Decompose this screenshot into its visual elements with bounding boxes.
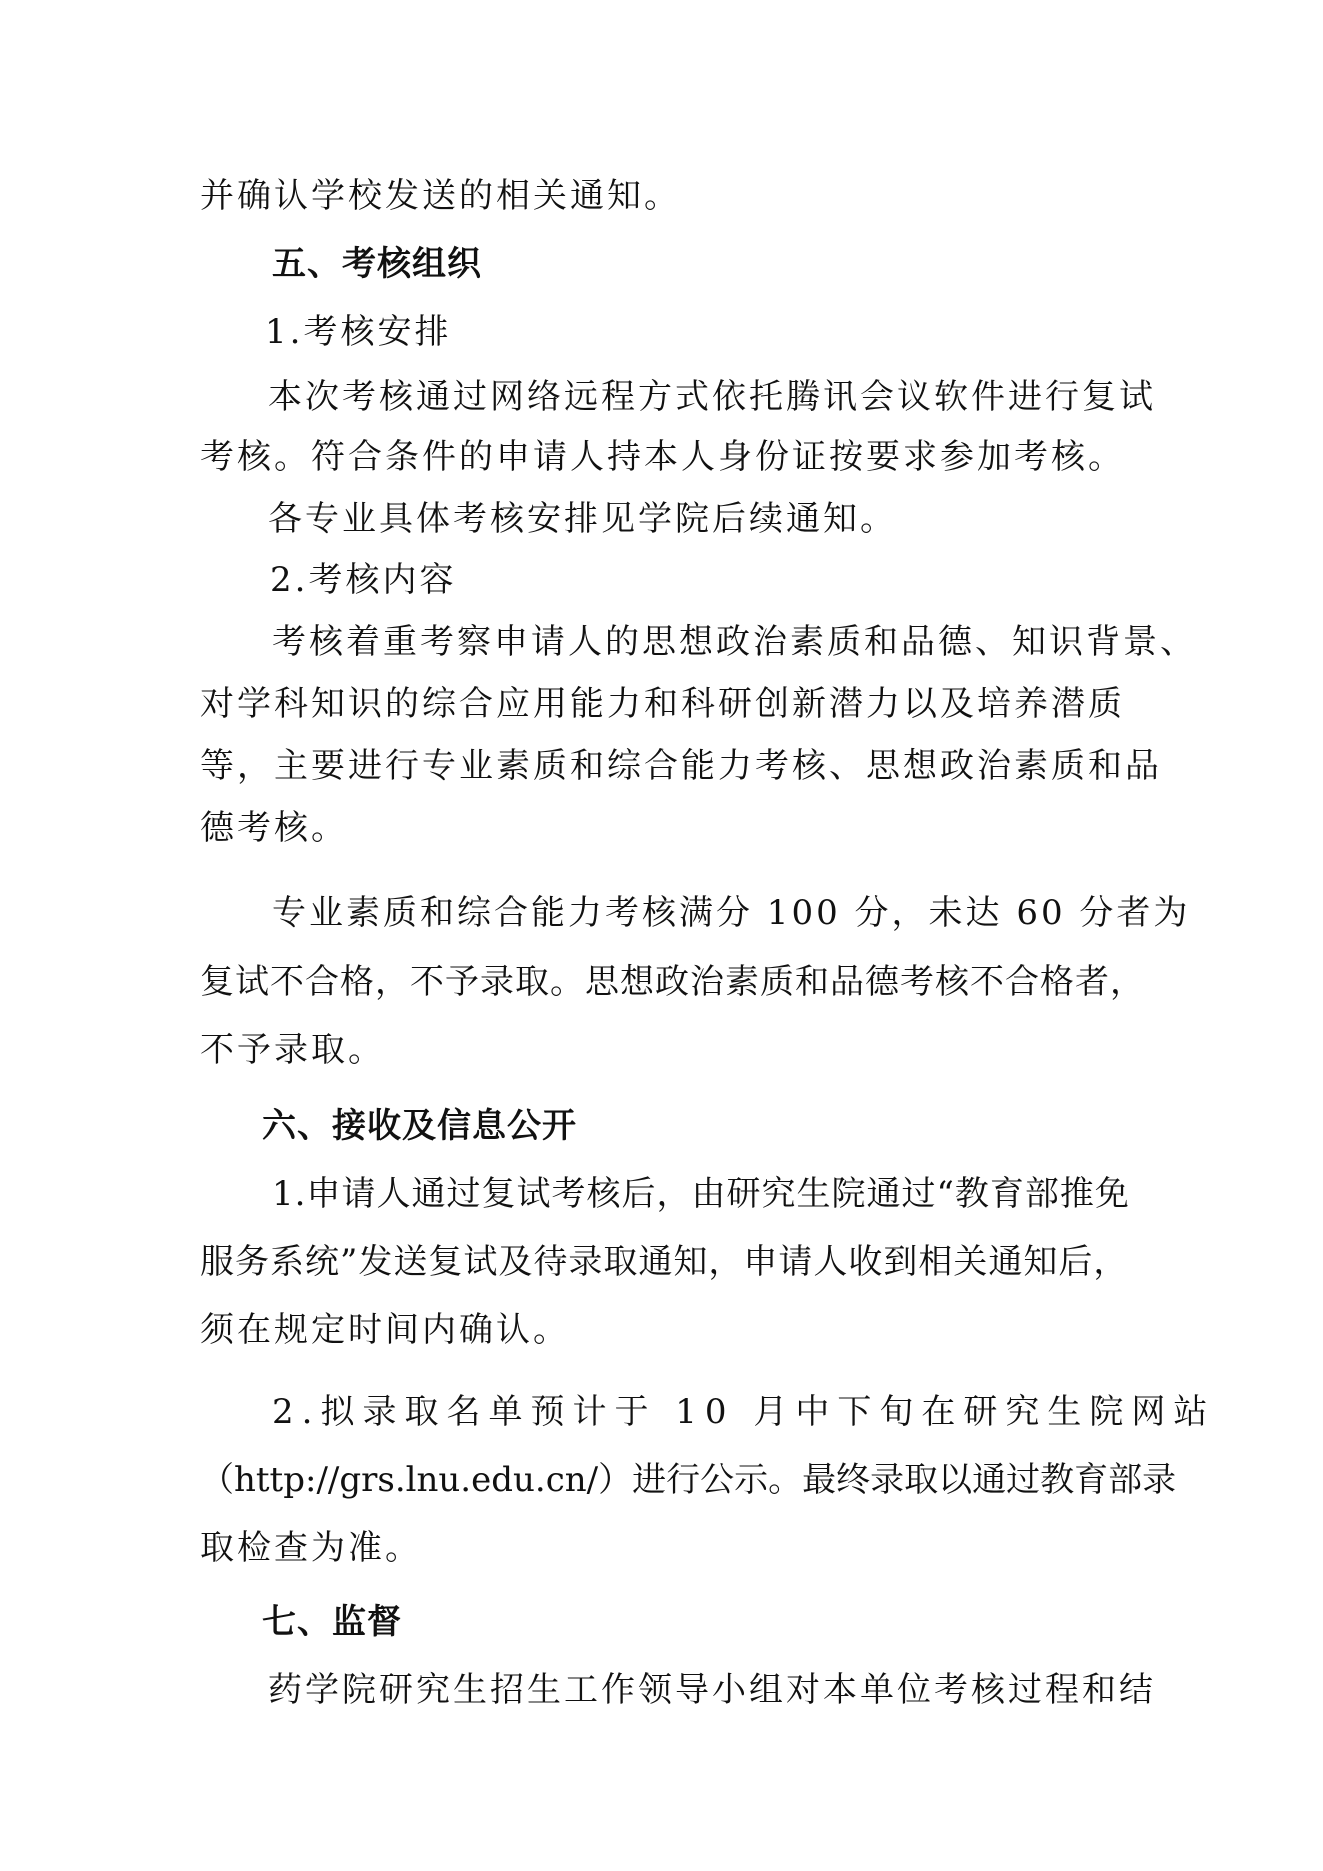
paragraph-line: 2.拟录取名单预计于 10 月中下旬在研究生院网站 [272, 1392, 1216, 1432]
paragraph-line: 并确认学校发送的相关通知。 [200, 176, 681, 216]
paragraph-line: 等，主要进行专业素质和综合能力考核、思想政治素质和品 [200, 746, 1162, 786]
paragraph-line: 1.申请人通过复试考核后，由研究生院通过“教育部推免 [272, 1174, 1130, 1214]
paragraph-line: 专业素质和综合能力考核满分 100 分，未达 60 分者为 [272, 893, 1191, 933]
paragraph-line: 复试不合格，不予录取。思想政治素质和品德考核不合格者， [200, 962, 1145, 1002]
section-heading-6: 六、接收及信息公开 [262, 1106, 577, 1146]
paragraph-line: 对学科知识的综合应用能力和科研创新潜力以及培养潜质 [200, 684, 1125, 724]
paragraph-line: 各专业具体考核安排见学院后续通知。 [268, 499, 897, 539]
paragraph-line: 取检查为准。 [200, 1528, 422, 1568]
paragraph-line: 不予录取。 [200, 1030, 385, 1070]
subheading-1: 1.考核安排 [265, 312, 452, 352]
paragraph-line: 考核。符合条件的申请人持本人身份证按要求参加考核。 [200, 437, 1125, 477]
section-heading-7: 七、监督 [262, 1602, 402, 1642]
subheading-2: 2.考核内容 [270, 560, 457, 600]
paragraph-line: 药学院研究生招生工作领导小组对本单位考核过程和结 [268, 1670, 1156, 1710]
paragraph-line: 考核着重考察申请人的思想政治素质和品德、知识背景、 [272, 622, 1197, 662]
paragraph-line: 服务系统”发送复试及待录取通知，申请人收到相关通知后， [200, 1242, 1129, 1282]
section-heading-5: 五、考核组织 [272, 244, 482, 284]
paragraph-line: 本次考核通过网络远程方式依托腾讯会议软件进行复试 [268, 377, 1156, 417]
paragraph-line: 德考核。 [200, 808, 348, 848]
paragraph-line: 须在规定时间内确认。 [200, 1310, 570, 1350]
paragraph-line: （http://grs.lnu.edu.cn/）进行公示。最终录取以通过教育部录 [200, 1460, 1177, 1500]
